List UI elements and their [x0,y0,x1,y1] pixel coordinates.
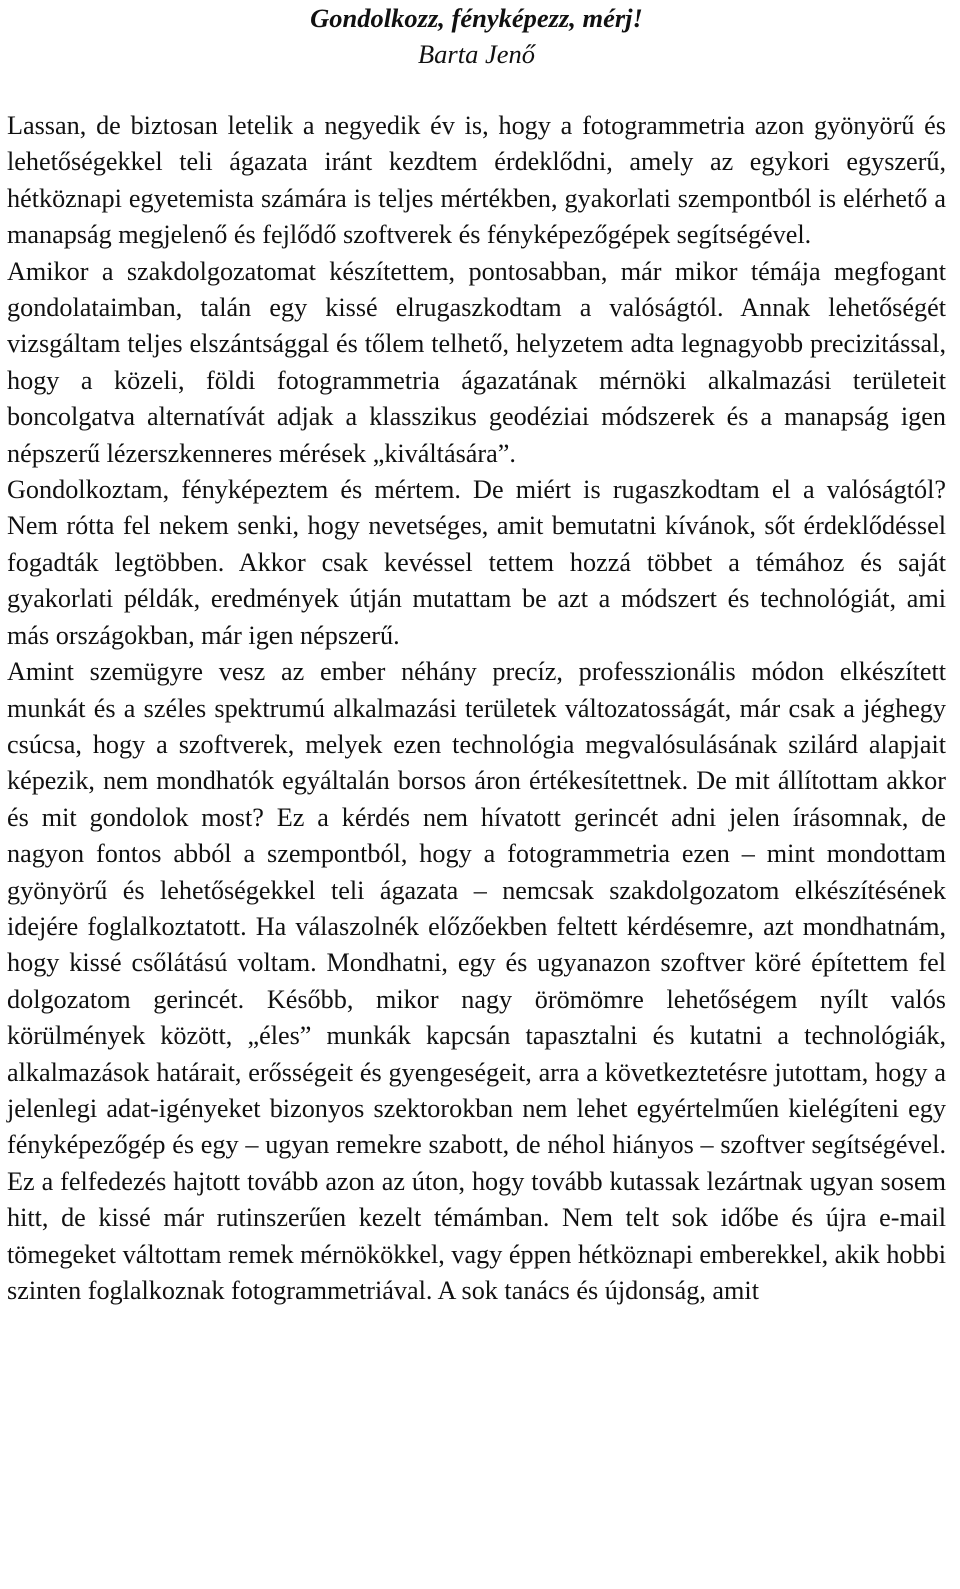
paragraph-2: Amikor a szakdolgozatomat készítettem, pontosabban, már mikor témája megfogant gondolataimban, talán egy kissé elrugaszkodtam a valóságtól. Annak lehetőségét vizsgáltam teljes elszántsággal és tőlem telhető, helyzetem adta legnagyobb precizitással, hogy a közeli, földi fotogrammetria ágazatának mérnöki alkalmazási területeit boncolgatva alternatívát adjak a klasszikus geodéziai módszerek és a manapság igen népszerű lézerszkenneres mérések „kiváltására”. [7,256,946,468]
title-spacer [7,72,946,108]
paragraph-3: Gondolkoztam, fényképeztem és mértem. De miért is rugaszkodtam el a valóságtól? Nem rótta fel nekem senki, hogy nevetséges, amit bemutatni kívánok, sőt érdeklődéssel fogadták legtöbben. Akkor csak kevéssel tettem hozzá többet a témához és saját gyakorlati példák, eredmények útján mutattam be azt a módszert és technológiát, ami más országokban, már igen népszerű. [7,475,946,650]
document-title: Gondolkozz, fényképezz, mérj! [310,3,643,33]
paragraph-4: Amint szemügyre vesz az ember néhány precíz, professzionális módon elkészített munkát és a széles spektrumú alkalmazási területek változatosságát, már csak a jéghegy csúcsa, hogy a szoftverek, melyek ezen technológia megvalósulásának szilárd alapjait képezik, nem mondhatók egyáltalán borsos áron értékesítettnek. De mit állítottam akkor és mit gondolok most? Ez a kérdés nem hívatott gerincét adni jelen írásomnak, de nagyon fontos abból a szempontból, hogy a fotogrammetria ezen – mint mondottam gyönyörű és lehetőségekkel teli ágazata – nemcsak szakdolgozatom elkészítésének idejére foglalkoztatott. Ha válaszolnék előzőekben feltett kérdésemre, azt mondhatnám, hogy kissé csőlátású voltam. Mondhatni, egy és ugyanazon szoftver köré építettem fel dolgozatom gerincét. Később, mikor nagy örömömre lehetőségem nyílt valós körülmények között, „éles” munkák kapcsán tapasztalni és kutatni a technológiák, alkalmazások határait, erősségeit és gyengeségeit, arra a következtetésre jutottam, hogy a jelenlegi adat-igényeket bizonyos szektorokban nem lehet egyértelműen kielégíteni egy fényképezőgép és egy – ugyan remekre szabott, de néhol hiányos – szoftver segítségével. Ez a felfedezés hajtott tovább azon az úton, hogy tovább kutassak lezártnak ugyan sosem hitt, de kissé már rutinszerűen kezelt témámban. Nem telt sok időbe és újra e-mail tömegeket váltottam remek mérnökökkel, vagy éppen hétköznapi emberekkel, akik hobbi szinten foglalkoznak fotogrammetriával. A sok tanács és újdonság, amit [7,657,946,1305]
document-author: Barta Jenő [417,39,535,69]
paragraph-1: Lassan, de biztosan letelik a negyedik év is, hogy a fotogrammetria azon gyönyörű és lehetőségekkel teli ágazata iránt kezdtem érdeklődni, amely az egykori egyszerű, hétköznapi egyetemista számára is teljes mértékben, gyakorlati szempontból is elérhető a manapság megjelenő és fejlődő szoftverek és fényképezőgépek segítségével. [7,111,946,250]
document-page [7,0,946,1309]
